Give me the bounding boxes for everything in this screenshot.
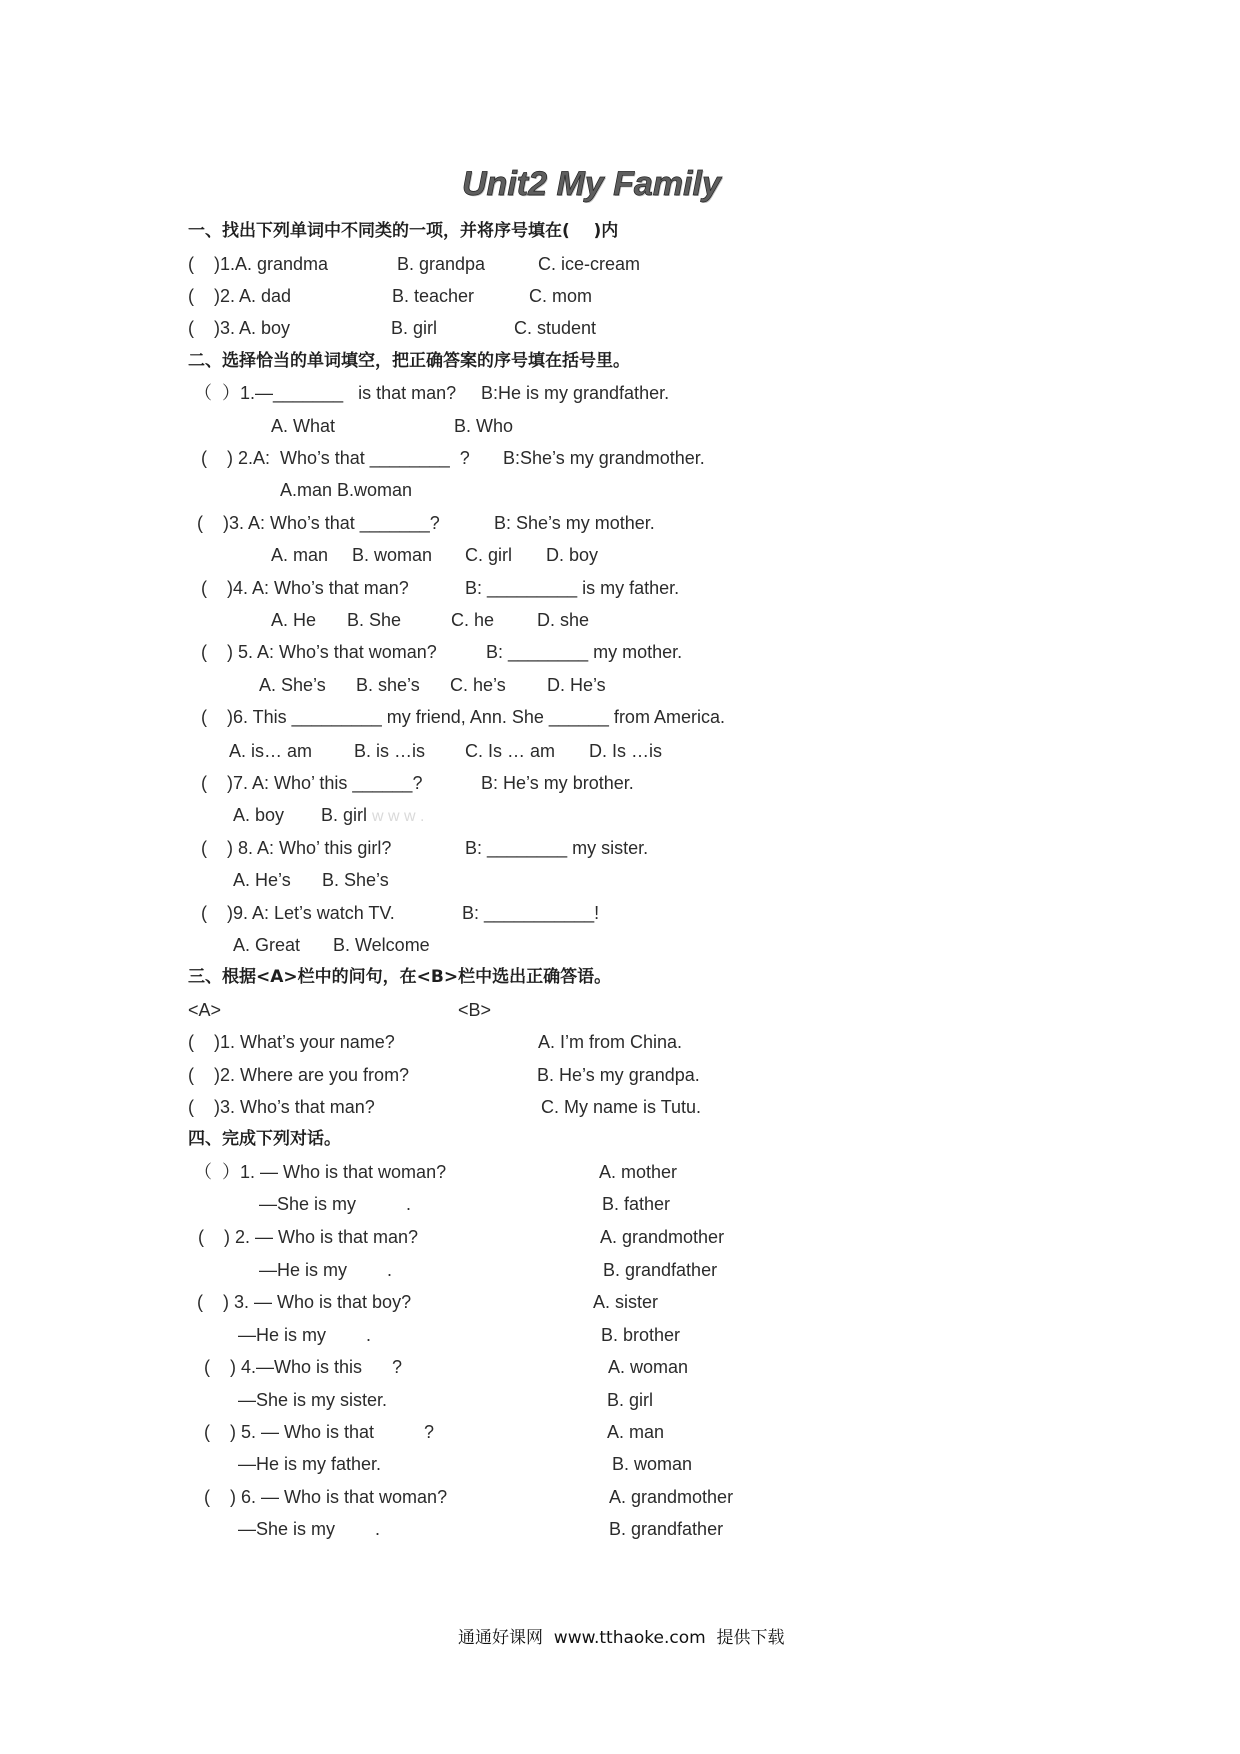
- faint-watermark: w w w .: [372, 808, 425, 825]
- s4-q2-option-b: B. grandfather: [603, 1260, 718, 1280]
- s4-q4-question: ( ) 4.—Who is this ?: [204, 1357, 403, 1377]
- s2-q1-reply: B:He is my grandfather.: [481, 383, 670, 403]
- s2-q7-stem: ( )7. A: Who’ this ______?: [201, 773, 423, 793]
- column-a-label: <A>: [188, 1000, 222, 1020]
- s1-q1-option-b: B. grandpa: [397, 254, 486, 274]
- s2-q3-option-d: D. boy: [546, 545, 599, 565]
- s2-q2-reply: B:She’s my grandmother.: [503, 448, 705, 468]
- section-1-heading: 一、找出下列单词中不同类的一项，并将序号填在( )内: [188, 221, 619, 241]
- s2-q7-option-a: A. boy: [233, 805, 285, 825]
- s2-q6-option-c: C. Is … am: [465, 741, 556, 761]
- s2-q5-stem: ( ) 5. A: Who’s that woman?: [201, 642, 437, 662]
- s4-q1-option-b: B. father: [602, 1194, 671, 1214]
- s2-q9-reply: B: ___________!: [462, 903, 600, 923]
- s2-q6-option-b: B. is …is: [354, 741, 426, 761]
- s4-q3-option-a: A. sister: [593, 1292, 659, 1312]
- s4-q1-option-a: A. mother: [599, 1162, 678, 1182]
- s2-q3-option-c: C. girl: [465, 545, 513, 565]
- worksheet-title: Unit2 My Family: [462, 165, 721, 203]
- s4-q3-question: ( ) 3. — Who is that boy?: [197, 1292, 412, 1312]
- s1-q2-option-b: B. teacher: [392, 286, 475, 306]
- page-footer: 通通好课网 www.tthaoke.com 提供下载: [458, 1628, 785, 1648]
- s4-q6-option-a: A. grandmother: [609, 1487, 734, 1507]
- s2-q8-option-b: B. She’s: [322, 870, 389, 890]
- s4-q2-option-a: A. grandmother: [600, 1227, 725, 1247]
- s3-answer-b: B. He’s my grandpa.: [537, 1065, 700, 1085]
- s2-q3-reply: B: She’s my mother.: [494, 513, 655, 533]
- s4-q4-reply: —She is my sister.: [238, 1390, 388, 1410]
- s2-q4-option-a: A. He: [271, 610, 317, 630]
- s2-q2-stem: ( ) 2.A: Who’s that ________ ?: [201, 448, 470, 468]
- s2-q6-option-a: A. is… am: [229, 741, 313, 761]
- s2-q7-option-b: B. girl: [321, 805, 368, 825]
- s2-q4-reply: B: _________ is my father.: [465, 578, 680, 598]
- s2-q4-option-d: D. she: [537, 610, 590, 630]
- section-4-heading: 四、完成下列对话。: [188, 1129, 341, 1149]
- s4-q2-reply: —He is my .: [259, 1260, 393, 1280]
- s2-q9-stem: ( )9. A: Let’s watch TV.: [201, 903, 395, 923]
- s4-q4-option-a: A. woman: [608, 1357, 689, 1377]
- s4-q4-option-b: B. girl: [607, 1390, 654, 1410]
- s3-q1-question: ( )1. What’s your name?: [188, 1032, 395, 1052]
- s2-q1-option-b: B. Who: [454, 416, 514, 436]
- s2-q8-reply: B: ________ my sister.: [465, 838, 649, 858]
- s2-q5-option-d: D. He’s: [547, 675, 606, 695]
- s2-q4-stem: ( )4. A: Who’s that man?: [201, 578, 409, 598]
- s4-q5-reply: —He is my father.: [238, 1454, 382, 1474]
- s2-q9-option-a: A. Great: [233, 935, 301, 955]
- s2-q3-option-a: A. man: [271, 545, 329, 565]
- s2-q4-option-c: C. he: [451, 610, 495, 630]
- s4-q5-question: ( ) 5. — Who is that ?: [204, 1422, 435, 1442]
- s4-q1-reply: —She is my .: [259, 1194, 412, 1214]
- s3-q3-question: ( )3. Who’s that man?: [188, 1097, 375, 1117]
- s4-q2-question: ( ) 2. — Who is that man?: [198, 1227, 419, 1247]
- s4-q1-question: （ ）1. — Who is that woman?: [194, 1162, 447, 1182]
- s4-q5-option-a: A. man: [607, 1422, 665, 1442]
- s2-q7-reply: B: He’s my brother.: [481, 773, 634, 793]
- s1-q2-stem: ( )2. A. dad: [188, 286, 292, 306]
- s3-q2-question: ( )2. Where are you from?: [188, 1065, 410, 1085]
- s2-q9-option-b: B. Welcome: [333, 935, 430, 955]
- s4-q5-option-b: B. woman: [612, 1454, 693, 1474]
- column-b-label: <B>: [458, 1000, 492, 1020]
- s2-q8-option-a: A. He’s: [233, 870, 291, 890]
- section-3-heading: 三、根据<A>栏中的问句，在<B>栏中选出正确答语。: [188, 967, 612, 987]
- s2-q4-option-b: B. She: [347, 610, 402, 630]
- s2-q6-option-d: D. Is …is: [589, 741, 663, 761]
- s4-q3-reply: —He is my .: [238, 1325, 372, 1345]
- s4-q6-option-b: B. grandfather: [609, 1519, 724, 1539]
- s1-q1-option-c: C. ice-cream: [538, 254, 641, 274]
- s3-answer-a: A. I’m from China.: [538, 1032, 683, 1052]
- s4-q6-question: ( ) 6. — Who is that woman?: [204, 1487, 448, 1507]
- s2-q5-reply: B: ________ my mother.: [486, 642, 683, 662]
- s2-q1-option-a: A. What: [271, 416, 336, 436]
- s1-q3-stem: ( )3. A. boy: [188, 318, 291, 338]
- s2-q5-option-b: B. she’s: [356, 675, 420, 695]
- s2-q5-option-a: A. She’s: [259, 675, 326, 695]
- s1-q3-option-c: C. student: [514, 318, 597, 338]
- s2-q5-option-c: C. he’s: [450, 675, 506, 695]
- s4-q6-reply: —She is my .: [238, 1519, 381, 1539]
- s2-q6-stem: ( )6. This _________ my friend, Ann. She ______ from America.: [201, 707, 725, 727]
- s3-answer-c: C. My name is Tutu.: [541, 1097, 702, 1117]
- s4-q3-option-b: B. brother: [601, 1325, 681, 1345]
- s2-q3-stem: ( )3. A: Who’s that _______?: [197, 513, 440, 533]
- s2-q8-stem: ( ) 8. A: Who’ this girl?: [201, 838, 392, 858]
- s1-q1-stem: ( )1.A. grandma: [188, 254, 329, 274]
- section-2-heading: 二、选择恰当的单词填空，把正确答案的序号填在括号里。: [188, 351, 630, 371]
- s2-q1-stem: （ ）1.—_______ is that man?: [194, 383, 457, 403]
- s1-q2-option-c: C. mom: [529, 286, 592, 306]
- s2-q2-options: A.man B.woman: [280, 480, 413, 500]
- s1-q3-option-b: B. girl: [391, 318, 438, 338]
- s2-q3-option-b: B. woman: [352, 545, 433, 565]
